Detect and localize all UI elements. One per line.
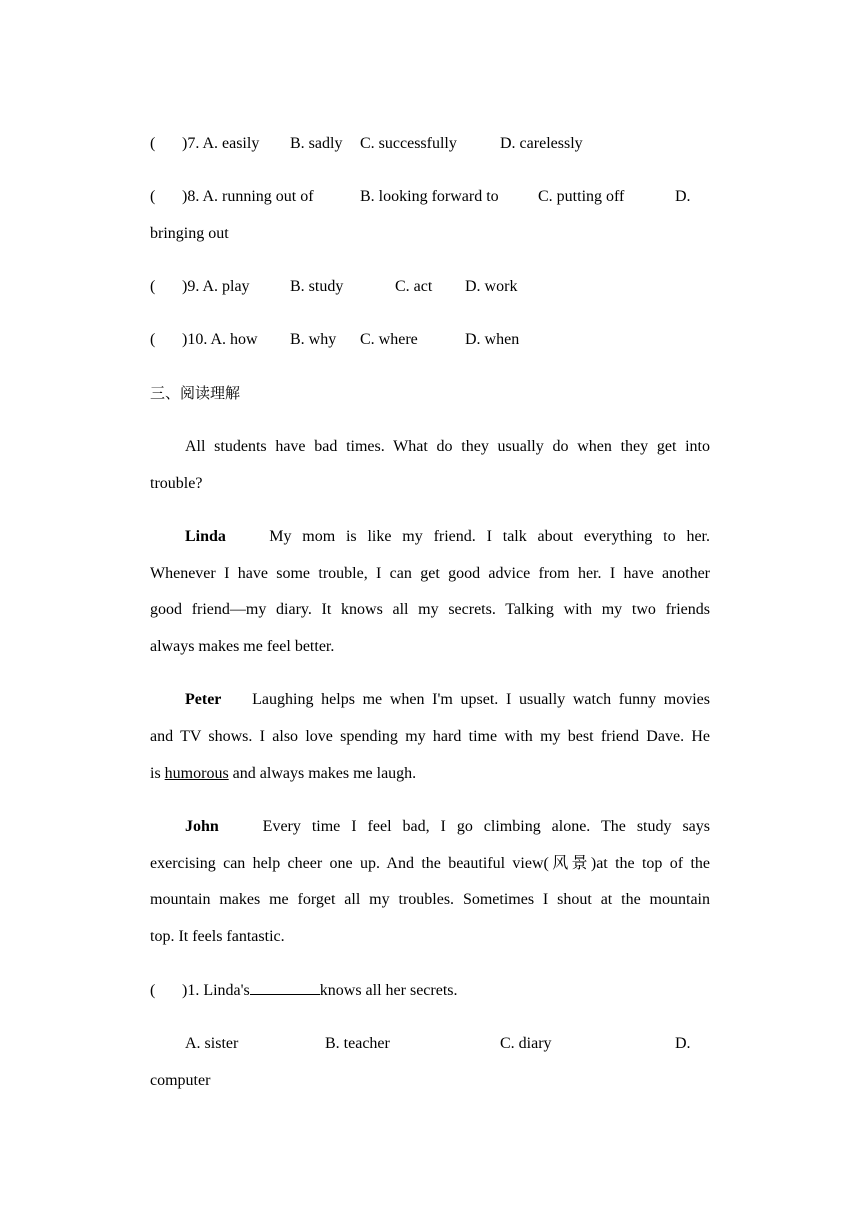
answer-paren: ( <box>150 135 156 152</box>
john-line-3: mountain makes me forget all my troubles. Sometimes I shout at the mountain <box>150 891 710 908</box>
option-d: D. <box>675 188 691 205</box>
speaker-name: John <box>185 818 219 835</box>
peter-line-3 <box>150 762 710 786</box>
option-b: B. why <box>290 331 337 348</box>
underlined-word: humorous <box>164 765 229 782</box>
linda-line-4: always makes me feel better. <box>150 638 335 655</box>
question-number-option-a: )8. A. running out of <box>182 188 314 205</box>
option-d: D. when <box>465 331 520 348</box>
answer-paren: ( <box>150 188 156 205</box>
option-c: C. diary <box>500 1035 552 1052</box>
option-b: B. looking forward to <box>360 188 499 205</box>
option-b: B. sadly <box>290 135 343 152</box>
option-d: D. <box>675 1035 691 1052</box>
option-d-continued: computer <box>150 1072 211 1089</box>
stem-post: knows all her secrets. <box>319 982 458 999</box>
peter-text-post: and always makes me laugh. <box>228 765 417 782</box>
intro-line-1: All students have bad times. What do they usually do when they get into <box>185 438 710 455</box>
intro-line-2: trouble? <box>150 475 203 492</box>
option-d: D. work <box>465 278 518 295</box>
linda-text: My mom is like my friend. I talk about everything to her. <box>269 528 710 545</box>
linda-line-3: good friend—my diary. It knows all my secrets. Talking with my two friends <box>150 601 710 618</box>
peter-line-2: and TV shows. I also love spending my hard time with my best friend Dave. He <box>150 728 710 745</box>
answer-paren: ( <box>150 331 156 348</box>
section-heading: 三、阅读理解 <box>150 384 241 402</box>
john-line-1 <box>185 815 710 839</box>
peter-line-1 <box>185 688 710 712</box>
answer-paren: ( <box>150 278 156 295</box>
stem-pre: )1. Linda's <box>182 982 250 999</box>
option-b: B. teacher <box>325 1035 390 1052</box>
option-d: D. carelessly <box>500 135 583 152</box>
question-stem <box>182 979 458 1003</box>
speaker-name: Peter <box>185 691 222 708</box>
option-c: C. act <box>395 278 433 295</box>
option-d-continued: bringing out <box>150 225 229 242</box>
john-line-2: exercising can help cheer one up. And the beautiful view(风景)at the top of the <box>150 855 710 872</box>
peter-text-pre: is <box>150 765 165 782</box>
option-a: A. sister <box>185 1035 239 1052</box>
linda-line-2: Whenever I have some trouble, I can get good advice from her. I have another <box>150 565 710 582</box>
option-c: C. successfully <box>360 135 457 152</box>
speaker-name: Linda <box>185 528 226 545</box>
question-number-option-a: )9. A. play <box>182 278 250 295</box>
question-number-option-a: )10. A. how <box>182 331 258 348</box>
option-b: B. study <box>290 278 344 295</box>
john-text: Every time I feel bad, I go climbing alone. The study says <box>262 818 711 835</box>
option-c: C. putting off <box>538 188 625 205</box>
peter-text: Laughing helps me when I'm upset. I usually watch funny movies <box>252 691 710 708</box>
option-c: C. where <box>360 331 418 348</box>
answer-paren: ( <box>150 982 156 999</box>
question-number-option-a: )7. A. easily <box>182 135 260 152</box>
john-line-4: top. It feels fantastic. <box>150 928 285 945</box>
linda-line-1 <box>185 525 710 549</box>
answer-blank <box>250 980 320 995</box>
